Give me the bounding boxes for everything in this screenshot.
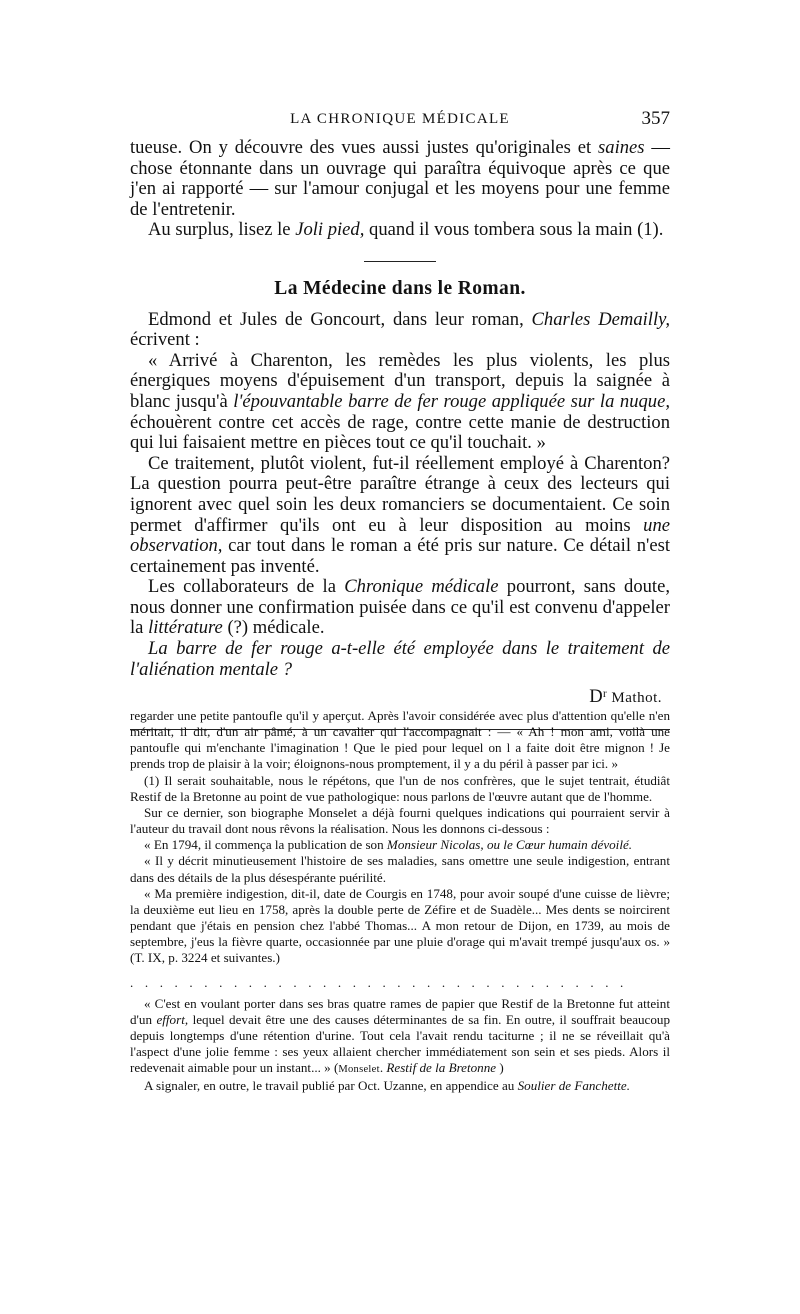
footnote: (1) Il serait souhaitable, nous le répétons, que l'un de nos confrères, que le sujet tentrait, étudiât Restif de la Bretonne au point de vue pathologique: nous parlons de l'œuvre autant que de l'homme. — [130, 772, 670, 804]
main-text — [130, 138, 670, 730]
ellipsis-row: .................................. — [130, 974, 635, 990]
page-number: 357 — [641, 108, 670, 129]
footnote-paragraph: « En 1794, il commença la publication de son Monsieur Nicolas, ou le Cœur humain dévoilé. — [144, 837, 633, 853]
section-title: La Médecine dans le Roman. — [274, 277, 526, 299]
question-paragraph: La barre de fer rouge a-t-elle été employée dans le traitement de l'aliénation mentale ? — [130, 638, 670, 680]
section-divider — [364, 261, 436, 262]
footnote-continuation: regarder une petite pantoufle qu'il y aperçut. Après l'avoir considérée avec plus d'attention qu'elle n'en méritait, il dit, d'un air pâmé, à un cavalier qui l'accompagnait : — « Ah ! mon ami, voilà une pantoufle qui m'enchante l'imagination ! Que le pied pour lequel on l a faite doit être mignon ! Je prends trop de plaisir à la voir; éloignons-nous promptement, il y a du péril à passer par ici. » — [130, 708, 670, 772]
footnote-paragraph: « Il y décrit minutieusement l'histoire de ses maladies, sans omettre une seule indigestion, entrant dans des détails de la plus désespérante puérilité. — [130, 853, 670, 885]
body-paragraph: Ce traitement, plutôt violent, fut-il réellement employé à Charenton? La question pourra peut-être paraître étrange à ceux des lecteurs qui ignorent avec quel soin les deux romanciers se documentaient. Ce soin permet d'affirmer qu'ils ont eu à leur disposition au moins une observation, car tout dans le roman a été pris sur nature. Ce détail n'est certainement pas inventé. — [130, 452, 670, 577]
intro-paragraph: tueuse. On y découvre des vues aussi justes qu'originales et saines — chose étonnante dans un ouvrage qui paraîtra équivoque après ce que j'en ai rapporté — sur l'amour conjugal et les moyens pour une femme de l'entretenir. — [130, 137, 670, 220]
footnote-paragraph: A signaler, en outre, le travail publié par Oct. Uzanne, en appendice au Soulier de Fanchette. — [144, 1078, 630, 1094]
footnotes — [130, 708, 670, 1094]
page-header — [130, 108, 670, 134]
footnote-paragraph: « C'est en voulant porter dans ses bras quatre rames de papier que Restif de la Bretonne fut atteint d'un effort, lequel devait être une des causes déterminantes de sa fin. En outre, il souffrait beaucoup depuis longtemps d'une rétention d'urine. Tout cela l'avait rendu taciturne ; il ne se réveillait qu'à l'aspect d'une jolie femme : ses yeux allaient chercher immédiatement son sein et ses pieds. Alors il redevenait aimable pour un instant... » (Monselet. Restif de la Bretonne ) — [130, 995, 670, 1076]
footnote-paragraph: « Ma première indigestion, dit-il, date de Courgis en 1748, pour avoir soupé d'une cuisse de lièvre; la deuxième eut lieu en 1758, après la double perte de Zéfire et de Suadèle... Mes dents se noircirent pendant que j'étais en pension chez l'abbé Thomas... A mon retour de Dijon, en 1739, au mois de septembre, j'eus la fièvre quarte, occasionnée par une pluie d'orage qui m'avait trempé jusqu'aux os. » (T. IX, p. 3224 et suivantes.) — [130, 885, 670, 966]
body-paragraph: Edmond et Jules de Goncourt, dans leur roman, Charles Demailly, écrivent : — [130, 308, 670, 351]
intro-paragraph-2: Au surplus, lisez le Joli pied, quand il vous tombera sous la main (1). — [148, 219, 664, 241]
running-title: LA CHRONIQUE MÉDICALE — [290, 111, 510, 127]
body-paragraph: Les collaborateurs de la Chronique médicale pourront, sans doute, nous donner une confirmation puisée dans ce qu'il est convenu d'appeler la littérature (?) médicale. — [130, 576, 670, 639]
author-signature: Dʳ Mathot. — [589, 686, 662, 708]
footnote-paragraph: Sur ce dernier, son biographe Monselet a déjà fourni quelques indications qui pourraient servir à l'auteur du travail dont nous rêvons la réalisation. Nous les donnons ci-dessous : — [130, 804, 670, 837]
quote-paragraph: « Arrivé à Charenton, les remèdes les plus violents, les plus énergiques moyens d'épuisement d'un transport, depuis la saignée à blanc jusqu'à l'épouvantable barre de fer rouge appliquée sur la nuque, échouèrent contre cet accès de rage, contre cette manie de destruction qui lui faisaient mettre en pièces tout ce qu'il touchait. » — [130, 349, 670, 454]
